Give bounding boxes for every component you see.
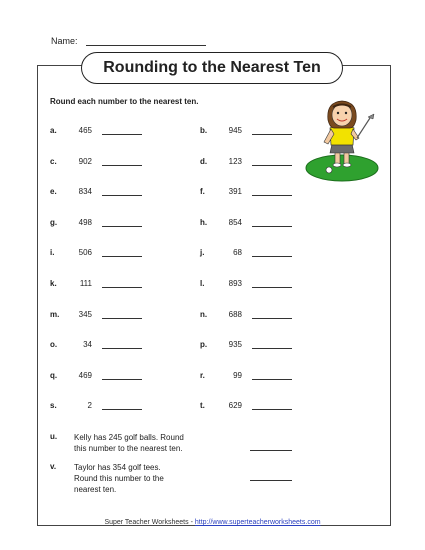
problem-item: [50, 310, 150, 322]
word-problem-label: u.: [50, 432, 58, 441]
problem-number: 391: [228, 187, 242, 197]
problem-number: 99: [233, 370, 242, 380]
footer-link[interactable]: http://www.superteacherworksheets.com: [194, 519, 321, 526]
problem-item: [50, 279, 150, 291]
answer-blank[interactable]: [252, 287, 292, 288]
answer-blank[interactable]: [252, 134, 292, 135]
answer-blank[interactable]: [102, 165, 142, 166]
problem-label: k.: [50, 279, 57, 288]
problem-number: 34: [83, 340, 92, 350]
problem-number: 469: [78, 370, 92, 380]
problem-number: 935: [228, 340, 242, 350]
problem-label: e.: [50, 187, 57, 197]
problem-item: [200, 310, 300, 322]
answer-blank[interactable]: [250, 480, 292, 481]
problem-number: 893: [228, 279, 242, 288]
problem-number: 688: [228, 309, 242, 319]
problem-number: 629: [228, 401, 242, 411]
name-label: Name:: [51, 36, 78, 46]
problem-item: [200, 279, 300, 291]
problem-item: [50, 187, 150, 199]
footer-site: Super Teacher Worksheets: [104, 519, 189, 526]
problem-item: [50, 371, 150, 383]
problem-number: 123: [228, 156, 242, 166]
page-title: Rounding to the Nearest Ten: [81, 52, 343, 84]
instructions: Round each number to the nearest ten.: [50, 97, 199, 106]
problem-label: s.: [50, 401, 57, 411]
problem-label: m.: [50, 309, 60, 319]
answer-blank[interactable]: [102, 379, 142, 380]
problem-number: 902: [78, 156, 92, 166]
answer-blank[interactable]: [252, 348, 292, 349]
answer-blank[interactable]: [102, 348, 142, 349]
problem-label: l.: [200, 279, 205, 288]
name-field[interactable]: [86, 36, 206, 46]
problem-number: 465: [78, 126, 92, 135]
problem-number: 68: [233, 248, 242, 258]
problem-label: a.: [50, 126, 57, 135]
problem-item: [50, 248, 150, 260]
problem-number: 345: [78, 309, 92, 319]
answer-blank[interactable]: [102, 226, 142, 227]
word-problem-text: Taylor has 354 golf tees. Round this number to the nearest ten.: [74, 463, 164, 494]
problem-label: p.: [200, 340, 208, 350]
problem-number: 854: [228, 217, 242, 227]
answer-blank[interactable]: [102, 256, 142, 257]
footer-separator: -: [190, 519, 193, 526]
answer-blank[interactable]: [252, 318, 292, 319]
problem-number: 111: [79, 279, 92, 288]
problem-label: r.: [200, 370, 205, 380]
problem-item: [50, 157, 150, 169]
problem-number: 945: [228, 126, 242, 135]
answer-blank[interactable]: [252, 409, 292, 410]
problem-item: [50, 401, 150, 413]
name-row: [51, 36, 206, 46]
problem-label: i.: [50, 248, 55, 258]
problem-label: g.: [50, 217, 58, 227]
problem-item: [200, 218, 300, 230]
word-problem-label: v.: [50, 462, 57, 471]
problem-label: d.: [200, 156, 208, 166]
problem-item: [200, 340, 300, 352]
problem-label: j.: [200, 248, 205, 258]
answer-blank[interactable]: [102, 287, 142, 288]
problem-label: q.: [50, 370, 58, 380]
problem-item: [200, 157, 300, 169]
answer-blank[interactable]: [102, 318, 142, 319]
problem-number: 498: [78, 217, 92, 227]
answer-blank[interactable]: [252, 256, 292, 257]
problem-item: [50, 126, 150, 138]
problem-number: 834: [78, 187, 92, 197]
answer-blank[interactable]: [252, 226, 292, 227]
problem-label: c.: [50, 156, 57, 166]
problem-number: 2: [87, 401, 92, 411]
answer-blank[interactable]: [102, 134, 142, 135]
problem-label: t.: [200, 401, 205, 411]
problem-label: b.: [200, 126, 208, 135]
problem-item: [200, 371, 300, 383]
problem-number: 506: [78, 248, 92, 258]
answer-blank[interactable]: [102, 195, 142, 196]
answer-blank[interactable]: [250, 450, 292, 451]
problem-item: [200, 126, 300, 138]
golfer-girl-illustration: [304, 98, 380, 184]
problem-item: [200, 187, 300, 199]
word-problem-text: Kelly has 245 golf balls. Round this number to the nearest ten.: [74, 433, 184, 453]
problem-item: [50, 218, 150, 230]
problem-item: [50, 340, 150, 352]
problem-item: [200, 401, 300, 413]
footer: [0, 519, 425, 526]
answer-blank[interactable]: [252, 165, 292, 166]
problem-label: n.: [200, 309, 208, 319]
answer-blank[interactable]: [252, 195, 292, 196]
problem-label: o.: [50, 340, 58, 350]
answer-blank[interactable]: [252, 379, 292, 380]
answer-blank[interactable]: [102, 409, 142, 410]
problem-label: h.: [200, 217, 208, 227]
problem-item: [200, 248, 300, 260]
problem-label: f.: [200, 187, 205, 197]
